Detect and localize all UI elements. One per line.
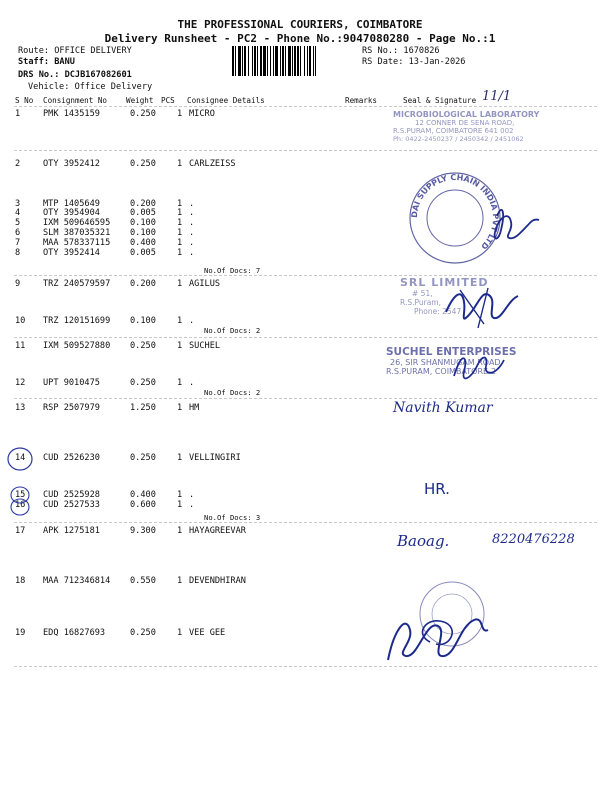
row-weight: 0.250 bbox=[130, 159, 156, 169]
company-title: THE PROFESSIONAL COURIERS, COIMBATORE bbox=[177, 18, 423, 31]
row-consignee: . bbox=[189, 248, 195, 258]
row-sno: 3 bbox=[15, 199, 21, 209]
row-pcs: 1 bbox=[177, 199, 183, 209]
row-consignee: . bbox=[189, 228, 195, 238]
row-consignee: . bbox=[189, 490, 195, 500]
row-weight: 0.250 bbox=[130, 109, 156, 119]
row-consignee: AGILUS bbox=[189, 279, 221, 289]
route: Route: OFFICE DELIVERY bbox=[18, 46, 132, 56]
row-pcs: 1 bbox=[177, 453, 183, 463]
row-pcs: 1 bbox=[177, 628, 183, 638]
row-sno: 1 bbox=[15, 109, 21, 119]
row-weight: 0.005 bbox=[130, 248, 156, 258]
row-consignee: . bbox=[189, 199, 195, 209]
row-pcs: 1 bbox=[177, 228, 183, 238]
hayagreevar-signature: Baoag. bbox=[397, 532, 450, 550]
row-consignment: CUD 2526230 bbox=[43, 453, 100, 463]
staff: Staff: BANU bbox=[18, 57, 75, 67]
row-pcs: 1 bbox=[177, 341, 183, 351]
rs-number: RS No.: 1670826 bbox=[362, 46, 440, 56]
row-weight: 9.300 bbox=[130, 526, 156, 536]
row-consignment: TRZ 120151699 bbox=[43, 316, 111, 326]
row-weight: 0.100 bbox=[130, 316, 156, 326]
row-consignment: PMK 1435159 bbox=[43, 109, 100, 119]
handwritten-circles bbox=[0, 440, 40, 530]
row-weight: 1.250 bbox=[130, 403, 156, 413]
row-sno: 10 bbox=[15, 316, 26, 326]
col-consignee: Consignee Details bbox=[187, 96, 265, 105]
micro-stamp: MICROBIOLOGICAL LABORATORY 12 CONNER DE SENA ROAD, R.S.PURAM, COIMBATORE 641 002 Ph: 0422-2450237 / 2450342 / 2451062 bbox=[393, 110, 540, 143]
row-consignee: HM bbox=[189, 403, 200, 413]
vehicle: Vehicle: Office Delivery bbox=[28, 82, 153, 92]
row-sno: 14 bbox=[15, 453, 26, 463]
row-sno: 19 bbox=[15, 628, 26, 638]
row-sno: 11 bbox=[15, 341, 26, 351]
row-weight: 0.100 bbox=[130, 228, 156, 238]
row-consignment: OTY 3952414 bbox=[43, 248, 100, 258]
row-consignment: IXM 509646595 bbox=[43, 218, 111, 228]
row-consignee: CARLZEISS bbox=[189, 159, 236, 169]
col-consignment: Consignment No bbox=[43, 96, 108, 105]
row-pcs: 1 bbox=[177, 316, 183, 326]
row-consignee: . bbox=[189, 218, 195, 228]
row-pcs: 1 bbox=[177, 500, 183, 510]
runsheet-title: Delivery Runsheet - PC2 - Phone No.:9047080280 - Page No.:1 bbox=[104, 32, 496, 45]
col-pcs: PCS bbox=[161, 96, 175, 105]
row-pcs: 1 bbox=[177, 109, 183, 119]
row-pcs: 1 bbox=[177, 576, 183, 586]
row-sno: 5 bbox=[15, 218, 21, 228]
row-sno: 18 bbox=[15, 576, 26, 586]
row-weight: 0.250 bbox=[130, 453, 156, 463]
row-pcs: 1 bbox=[177, 159, 183, 169]
srl-stamp: SRL LIMITED # 51, R.S.Puram, Phone: 2547 bbox=[400, 276, 489, 316]
row-sno: 4 bbox=[15, 208, 21, 218]
row-consignment: MAA 712346814 bbox=[43, 576, 111, 586]
row-separator bbox=[14, 337, 597, 338]
row-pcs: 1 bbox=[177, 208, 183, 218]
row-sno: 7 bbox=[15, 238, 21, 248]
row-sno: 8 bbox=[15, 248, 21, 258]
row-separator bbox=[14, 522, 597, 523]
row-sno: 9 bbox=[15, 279, 21, 289]
row-weight: 0.550 bbox=[130, 576, 156, 586]
row-weight: 0.400 bbox=[130, 238, 156, 248]
row-weight: 0.250 bbox=[130, 341, 156, 351]
carlzeiss-stamp bbox=[405, 168, 550, 268]
svg-text:11/1: 11/1 bbox=[482, 89, 512, 104]
row-pcs: 1 bbox=[177, 526, 183, 536]
row-consignment: TRZ 240579597 bbox=[43, 279, 111, 289]
row-sno: 17 bbox=[15, 526, 26, 536]
row-consignment: APK 1275181 bbox=[43, 526, 100, 536]
row-sno: 13 bbox=[15, 403, 26, 413]
row-consignee: VELLINGIRI bbox=[189, 453, 241, 463]
row-pcs: 1 bbox=[177, 238, 183, 248]
suchel-signature bbox=[450, 346, 510, 386]
row-weight: 0.200 bbox=[130, 279, 156, 289]
row-consignment: CUD 2525928 bbox=[43, 490, 100, 500]
barcode bbox=[232, 46, 358, 78]
rs-date: RS Date: 13-Jan-2026 bbox=[362, 57, 466, 67]
row-sno: 2 bbox=[15, 159, 21, 169]
row-consignee: VEE GEE bbox=[189, 628, 226, 638]
row-weight: 0.600 bbox=[130, 500, 156, 510]
col-weight: Weight bbox=[126, 96, 154, 105]
row-consignee: . bbox=[189, 378, 195, 388]
row-sno: 15 bbox=[15, 490, 26, 500]
col-seal: Seal & Signature bbox=[403, 96, 477, 105]
row-consignee: MICRO bbox=[189, 109, 215, 119]
suchel-stamp: SUCHEL ENTERPRISES 26, SIR SHANMUGAM ROAD R.S.PURAM, COIMBATORE-2 bbox=[386, 346, 517, 376]
row-sno: 16 bbox=[15, 500, 26, 510]
row-consignment: OTY 3954904 bbox=[43, 208, 100, 218]
row-consignment: UPT 9010475 bbox=[43, 378, 100, 388]
svg-text:DAI SUPPLY CHAIN INDIA PVT LTD: DAI SUPPLY CHAIN INDIA PVT LTD bbox=[409, 172, 501, 252]
hr-mark: HR. bbox=[424, 480, 450, 498]
row-weight: 0.100 bbox=[130, 218, 156, 228]
hm-signature: Navith Kumar bbox=[393, 400, 493, 416]
col-sno: S No bbox=[15, 96, 34, 105]
row-consignee: DEVENDHIRAN bbox=[189, 576, 246, 586]
row-consignee: SUCHEL bbox=[189, 341, 221, 351]
row-consignment: MTP 1405649 bbox=[43, 199, 100, 209]
row-pcs: 1 bbox=[177, 279, 183, 289]
row-sno: 12 bbox=[15, 378, 26, 388]
row-separator bbox=[14, 398, 597, 399]
veegee-stamp-signature bbox=[380, 572, 500, 672]
row-consignment: RSP 2507979 bbox=[43, 403, 100, 413]
row-weight: 0.200 bbox=[130, 199, 156, 209]
hayagreevar-phone: 8220476228 bbox=[492, 532, 575, 547]
row-weight: 0.005 bbox=[130, 208, 156, 218]
row-weight: 0.400 bbox=[130, 490, 156, 500]
row-consignee: HAYAGREEVAR bbox=[189, 526, 246, 536]
row-consignment: MAA 578337115 bbox=[43, 238, 111, 248]
row-weight: 0.250 bbox=[130, 628, 156, 638]
row-pcs: 1 bbox=[177, 378, 183, 388]
doc-count: No.Of Docs: 3 bbox=[204, 513, 261, 522]
agilus-signature bbox=[440, 282, 530, 332]
doc-count: No.Of Docs: 2 bbox=[204, 326, 261, 335]
row-consignment: IXM 509527880 bbox=[43, 341, 111, 351]
row-pcs: 1 bbox=[177, 403, 183, 413]
row-separator bbox=[14, 106, 597, 107]
row-consignee: . bbox=[189, 500, 195, 510]
row-sno: 6 bbox=[15, 228, 21, 238]
doc-count: No.Of Docs: 2 bbox=[204, 388, 261, 397]
row-pcs: 1 bbox=[177, 248, 183, 258]
row-consignee: . bbox=[189, 316, 195, 326]
row-separator bbox=[14, 666, 597, 667]
col-remarks: Remarks bbox=[345, 96, 378, 105]
row-consignee: . bbox=[189, 238, 195, 248]
row-consignee: . bbox=[189, 208, 195, 218]
row-consignment: OTY 3952412 bbox=[43, 159, 100, 169]
row-consignment: CUD 2527533 bbox=[43, 500, 100, 510]
row-pcs: 1 bbox=[177, 490, 183, 500]
row-weight: 0.250 bbox=[130, 378, 156, 388]
handwritten-date-mark bbox=[480, 84, 530, 106]
row-consignment: EDQ 16827693 bbox=[43, 628, 106, 638]
row-pcs: 1 bbox=[177, 218, 183, 228]
doc-count: No.Of Docs: 7 bbox=[204, 266, 261, 275]
row-consignment: SLM 387035321 bbox=[43, 228, 111, 238]
drs-number: DRS No.: DCJB167082601 bbox=[18, 70, 132, 80]
